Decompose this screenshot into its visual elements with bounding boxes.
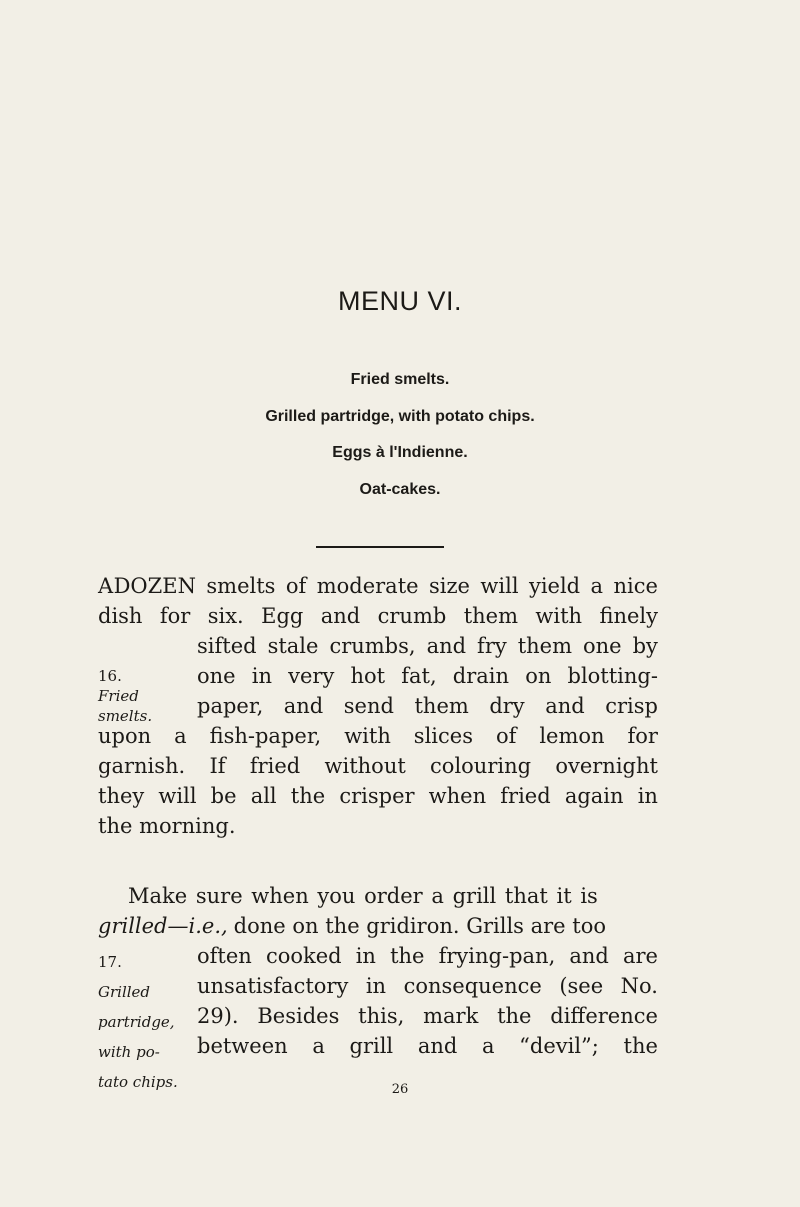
text-line: one in very hot fat, drain on blotting- <box>197 664 658 688</box>
menu-item-3: Eggs à l'Indienne. <box>332 444 468 461</box>
text-line: they will be all the crisper when fried again in <box>98 784 658 808</box>
text-line: Make sure when you order a grill that it is <box>128 884 598 908</box>
menu-item-4: Oat-cakes. <box>359 481 441 498</box>
menu-item-2: Grilled partridge, with potato chips. <box>265 408 535 425</box>
text-line: dish for six. Egg and crumb them with finely <box>98 604 658 628</box>
divider-rule <box>316 546 444 548</box>
text-line: the morning. <box>98 814 236 838</box>
margin-note-17: 17. Grilled partridge, with po- tato chips. <box>98 953 178 1091</box>
page-number: 26 <box>391 1082 409 1097</box>
menu-item-1: Fried smelts. <box>350 371 450 388</box>
text-line: between a grill and a “devil”; the <box>197 1034 658 1058</box>
text-line: A DOZEN smelts of moderate size will yield a nice <box>98 574 658 598</box>
text-line: upon a fish-paper, with slices of lemon for <box>98 724 658 748</box>
text-line: grilled—i.e., done on the gridiron. Grills are too <box>98 914 607 938</box>
margin-note-16: 16. Fried smelts. <box>98 667 153 725</box>
text-line: sifted stale crumbs, and fry them one by <box>197 634 658 658</box>
text-line: often cooked in the frying-pan, and are <box>197 944 658 968</box>
paragraph-smelts <box>98 571 658 841</box>
text-line: unsatisfactory in consequence (see No. <box>197 974 658 998</box>
paragraph-grill <box>98 881 658 1061</box>
menu-title: MENU VI. <box>337 286 462 316</box>
text-line: paper, and send them dry and crisp <box>197 694 658 718</box>
text-line: 29). Besides this, mark the difference <box>197 1004 658 1028</box>
text-line: garnish. If fried without colouring overnight <box>98 754 658 778</box>
